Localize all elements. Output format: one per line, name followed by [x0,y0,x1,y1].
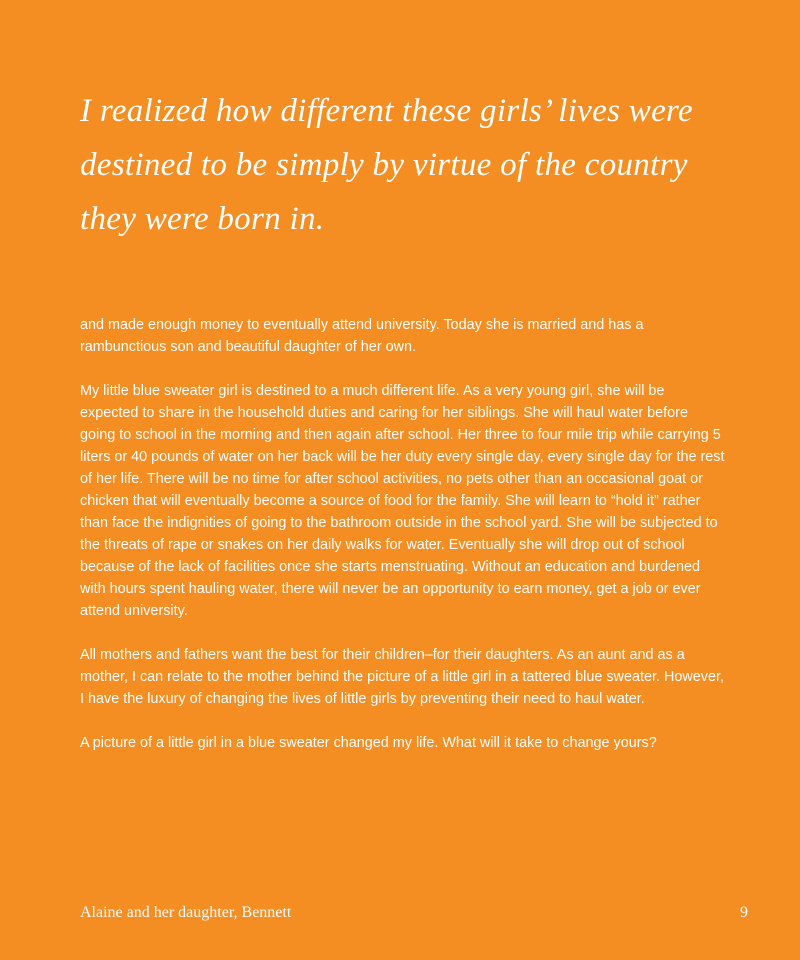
body-paragraph: All mothers and fathers want the best for their children–for their daughters. As an aunt and as a mother, I can relate to the mother behind the picture of a little girl in a tattered blue sweater. However, I have the luxury of changing the lives of little girls by preventing their need to haul water. [80,647,724,707]
body-text [80,314,725,776]
body-paragraph: My little blue sweater girl is destined to a much different life. As a very young girl, she will be expected to share in the household duties and caring for her siblings. She will haul water before going to school in the morning and then again after school. Her three to four mile trip while carrying 5 liters or 40 pounds of water on her back will be her duty every single day, every single day for the rest of her life. There will be no time for after school activities, no pets other than an occasional goat or chicken that will eventually become a source of food for the family. She will learn to “hold it” rather than face the indignities of going to the bathroom outside in the school yard. She will be subjected to the threats of rape or snakes on her daily walks for water. Eventually she will drop out of school because of the lack of facilities once she starts menstruating. Without an education and burdened with hours spent hauling water, there will never be an opportunity to earn money, get a job or ever attend university. [80,383,725,619]
photo-caption: Alaine and her daughter, Bennett [80,904,292,921]
page-number: 9 [740,904,748,921]
body-paragraph: A picture of a little girl in a blue sweater changed my life. What will it take to change yours? [80,735,657,751]
pull-quote: I realized how different these girls’ lives were destined to be simply by virtue of the country they were born in. [80,93,693,237]
body-paragraph: and made enough money to eventually attend university. Today she is married and has a rambunctious son and beautiful daughter of her own. [80,317,644,355]
